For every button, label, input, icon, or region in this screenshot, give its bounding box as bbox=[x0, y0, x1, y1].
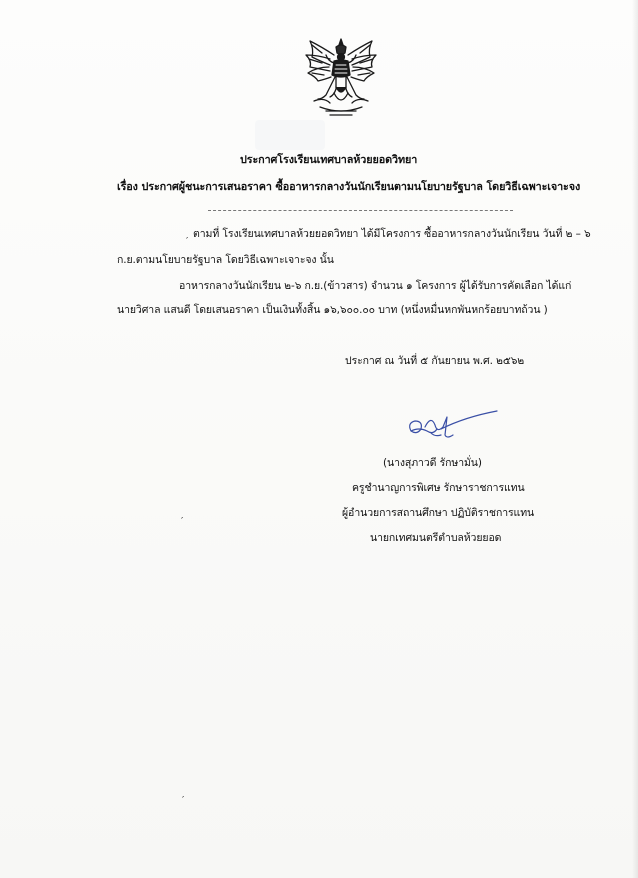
title-divider bbox=[208, 210, 513, 211]
scan-mark: ′ bbox=[186, 236, 189, 247]
signatory-position-3: นายกเทศมนตรีตำบลห้วยยอด bbox=[370, 532, 502, 544]
page-edge-shadow bbox=[632, 0, 638, 878]
signatory-position-1: ครูชำนาญการพิเศษ รักษาราชการแทน bbox=[352, 482, 525, 494]
body-line-2: ก.ย.ตามนโยบายรัฐบาล โดยวิธีเฉพาะเจาะจง นั้น bbox=[117, 254, 334, 266]
signatory-name: (นางสุภาวดี รักษามั่น) bbox=[383, 457, 482, 469]
scan-mark: ′ bbox=[182, 795, 185, 806]
scan-smudge bbox=[255, 120, 325, 150]
body-line-1: ตามที่ โรงเรียนเทศบาลห้วยยอดวิทยา ได้มีโครงการ ซื้ออาหารกลางวันนักเรียน วันที่ ๒ – ๖ bbox=[193, 228, 591, 240]
body-line-3: อาหารกลางวันนักเรียน ๒-๖ ก.ย.(ข้าวสาร) จำนวน ๑ โครงการ ผู้ได้รับการคัดเลือก ได้แก่ bbox=[179, 280, 572, 292]
scan-mark: ′ bbox=[181, 516, 184, 527]
garuda-emblem-icon bbox=[300, 35, 382, 121]
signatory-position-2: ผู้อำนวยการสถานศึกษา ปฏิบัติราชการแทน bbox=[342, 507, 535, 519]
announce-date: ประกาศ ณ วันที่ ๕ กันยายน พ.ศ. ๒๕๖๒ bbox=[345, 355, 525, 367]
body-line-4: นายวิศาล แสนดี โดยเสนอราคา เป็นเงินทั้งสิ้น ๑๖,๖๐๐.๐๐ บาท (หนึ่งหมื่นหกพันหกร้อยบาทถ้วน ) bbox=[117, 304, 548, 316]
announcement-title: ประกาศโรงเรียนเทศบาลห้วยยอดวิทยา bbox=[240, 153, 418, 166]
subject-line: เรื่อง ประกาศผู้ชนะการเสนอราคา ซื้ออาหารกลางวันนักเรียนตามนโยบายรัฐบาล โดยวิธีเฉพาะเจาะจง bbox=[117, 180, 581, 193]
handwritten-signature bbox=[405, 405, 501, 443]
